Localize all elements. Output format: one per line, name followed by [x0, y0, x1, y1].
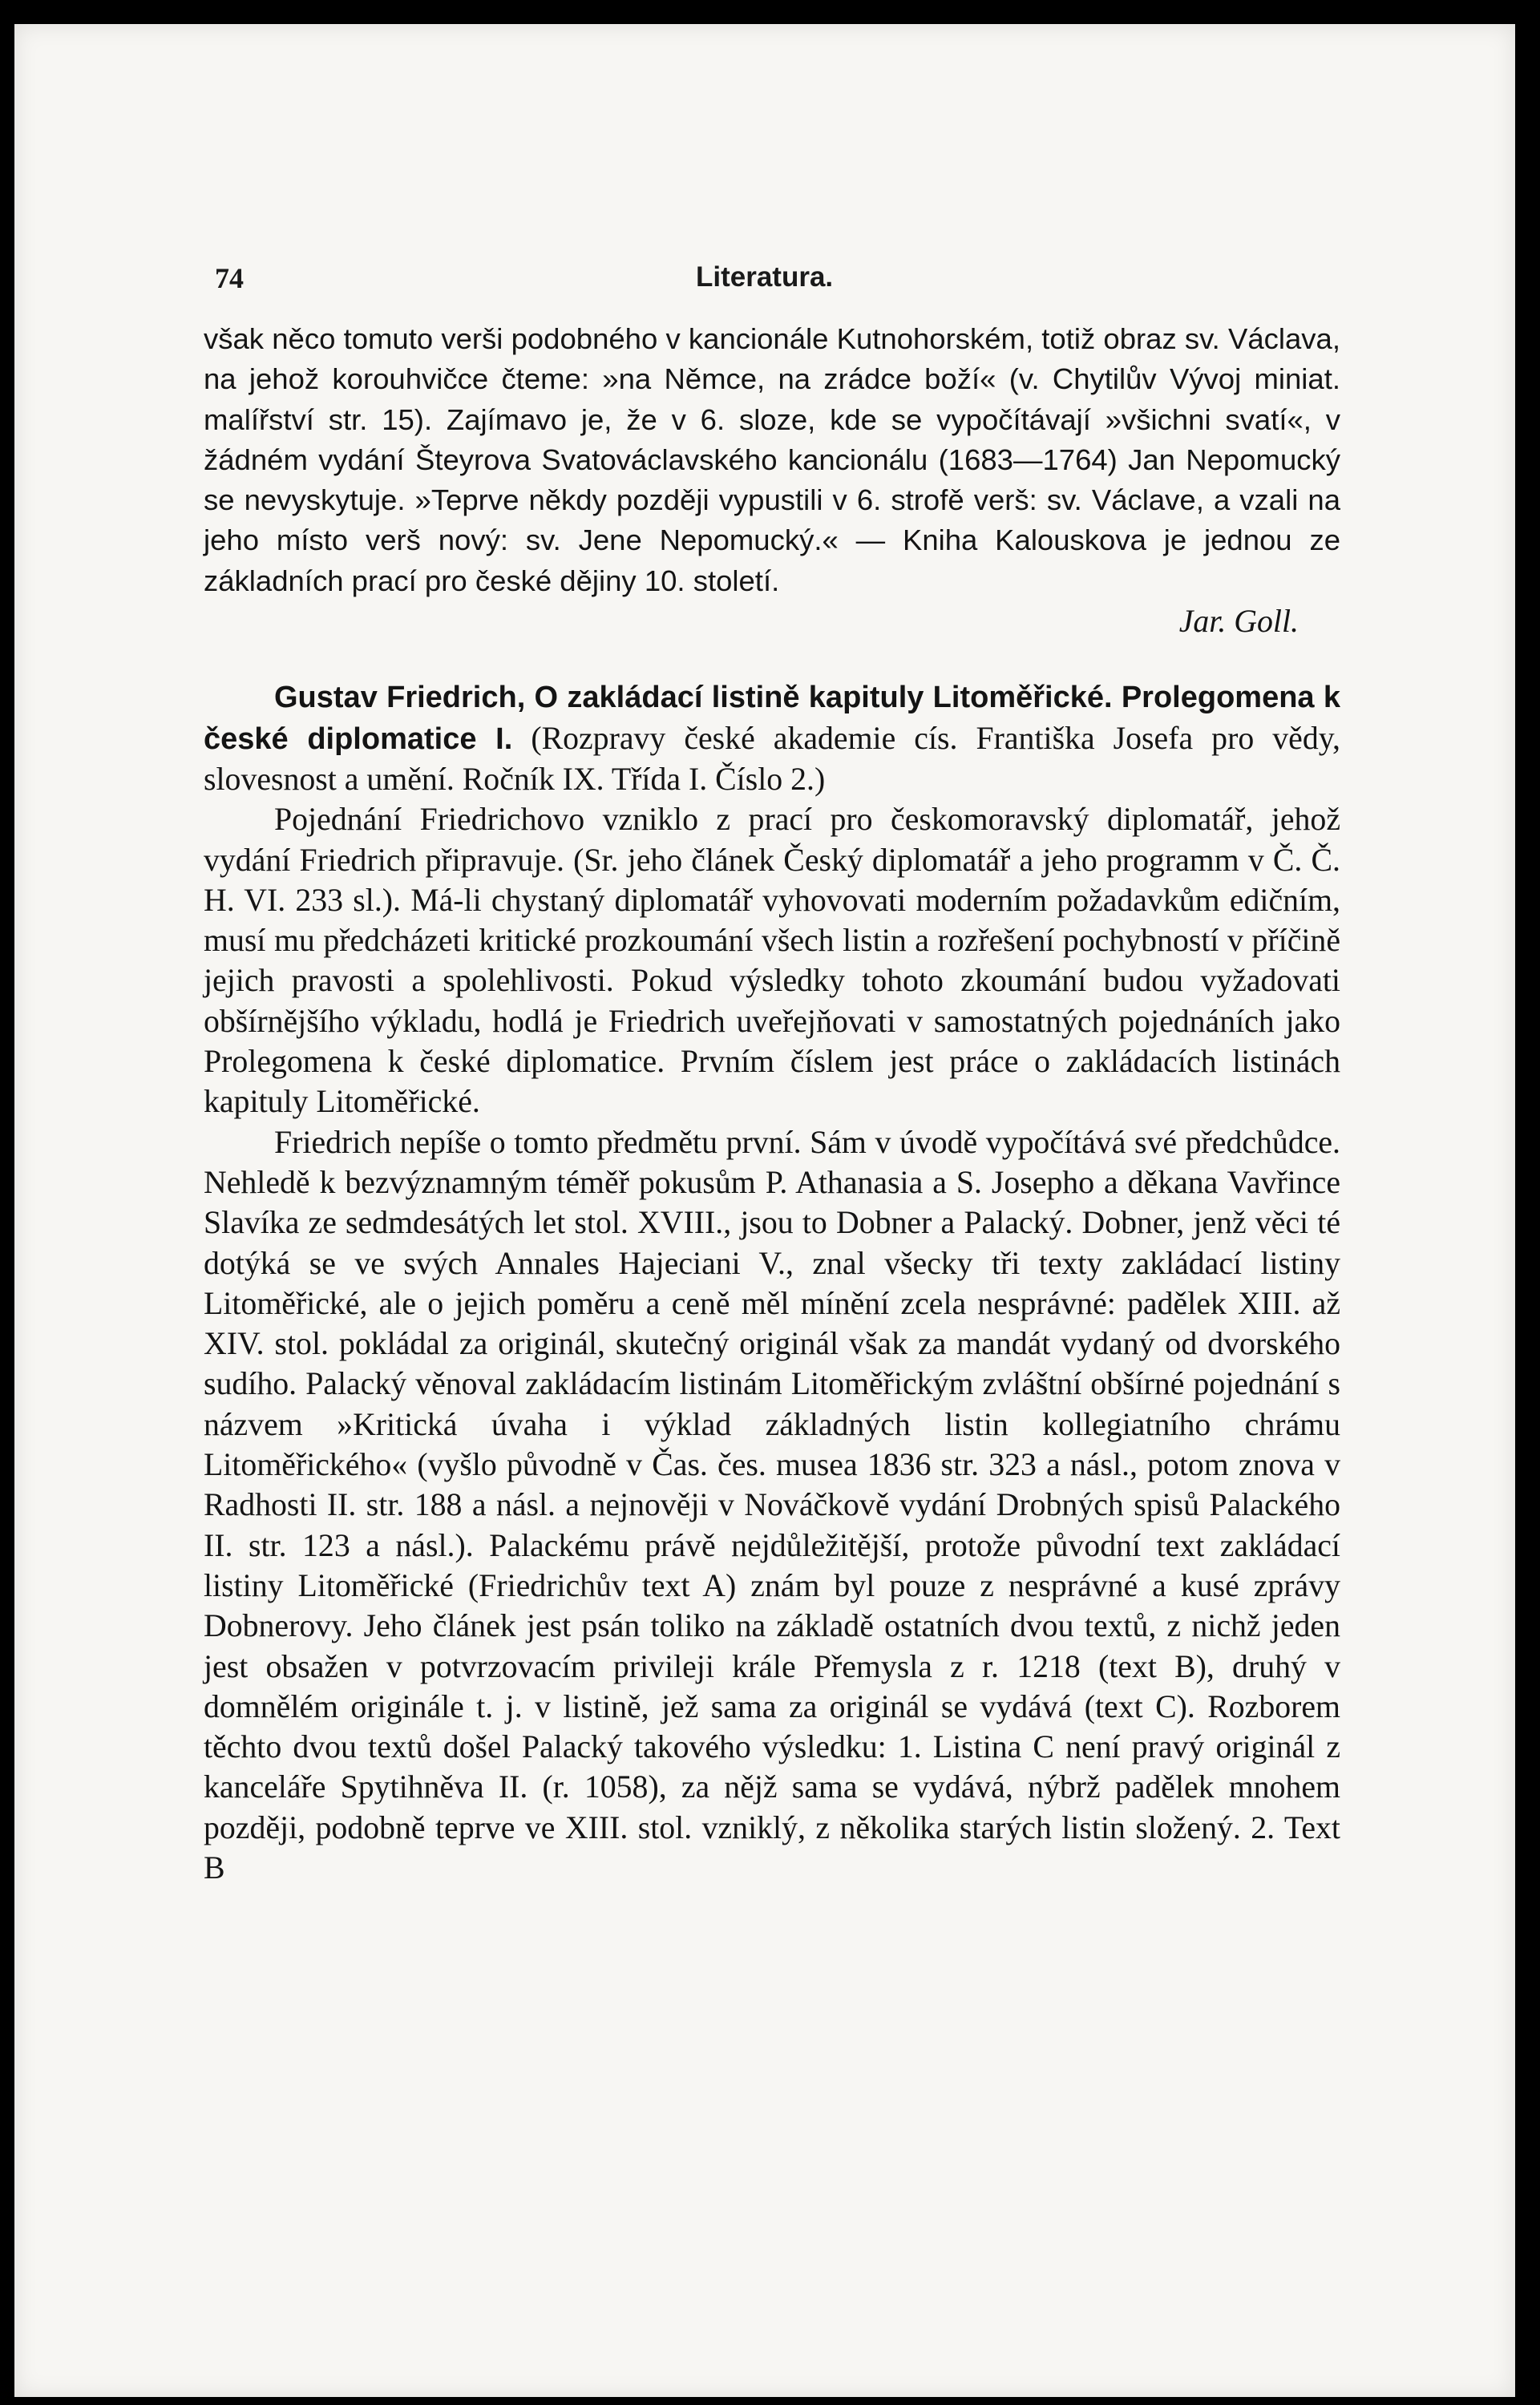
- review-heading-source: (Rozpravy české akademie cís. Františka Josefa pro vědy, slovesnost a umění. Ročník IX. Třída I. Číslo 2.): [204, 720, 1341, 797]
- review-paragraph: však něco tomuto verši podobného v kancionále Kutnohorském, totiž obraz sv. Václava, na jehož korouhvičce čteme: »na Němce, na zrádce boží« (v. Chytilův Vývoj miniat. malířství str. 15). Zajímavo je, že v 6. sloze, kde se vypočítávají »všichni svatí«, v žádném vydání Šteyrova Svatováclavského kancionálu (1683—1764) Jan Nepomucký se nevyskytuje. »Teprve někdy později vypustili v 6. strofě verš: sv. Václave, a vzali na jeho místo verš nový: sv. Jene Nepomucký.« — Kniha Kalouskova je jednou ze základních prací pro české dějiny 10. století.: [204, 322, 1340, 597]
- body-paragraph: Friedrich nepíše o tomto předmětu první. Sám v úvodě vypočítává své předchůdce. Nehledě k bezvýznamným téměř pokusům P. Athanasia a S. Josepho a děkana Vavřince Slavíka ze sedmdesátých let stol. XVIII., jsou to Dobner a Palacký. Dobner, jenž věci té dotýká se ve svých Annales Hajeciani V., znal všecky tři texty zakládací listiny Litoměřické, ale o jejich poměru a ceně měl mínění zcela nesprávné: padělek XIII. až XIV. stol. pokládal za originál, skutečný originál však za mandát vydaný od dvorského sudího. Palacký věnoval zakládacím listinám Litoměřickým zvláštní obšírné pojednání s názvem »Kritická úvaha i výklad základných listin kollegiatního chrámu Litoměřického« (vyšlo původně v Čas. čes. musea 1836 str. 323 a násl., potom znova v Radhosti II. str. 188 a násl. a nejnověji v Nováčkově vydání Drobných spisů Palackého II. str. 123 a násl.). Palackému právě nejdůležitější, protože původní text zakládací listiny Litoměřické (Friedrichův text A) znám byl pouze z nesprávné a kusé zprávy Dobnerovy. Jeho článek jest psán toliko na základě ostatních dvou textů, z nichž jeden jest obsažen v potvrzovacím privileji krále Přemysla z r. 1218 (text B), druhý v domnělém originále t. j. v listině, jež sama za originál se vydává (text C). Rozborem těchto dvou textů došel Palacký takového výsledku: 1. Listina C není pravý originál z kanceláře Spytihněva II. (r. 1058), za nějž sama se vydává, nýbrž padělek mnohem později, podobně teprve ve XIII. stol. vzniklý, z několika starých listin složený. 2. Text B: [204, 1124, 1340, 1886]
- running-title: Literatura.: [696, 261, 834, 293]
- review-heading: [204, 677, 1340, 799]
- page-content: [204, 319, 1340, 1888]
- body-paragraph: Pojednání Friedrichovo vzniklo z prací pro českomoravský diplomatář, jehož vydání Friedrich připravuje. (Sr. jeho článek Český diplomatář a jeho programm v Č. Č. H. VI. 233 sl.). Má-li chystaný diplomatář vyhovovati moderním požadavkům edičním, musí mu předcházeti kritické prozkoumání všech listin a rozřešení pochybností v příčině jejich pravosti a spolehlivosti. Pokud výsledky tohoto zkoumání budou vyžadovati obšírnějšího výkladu, hodlá je Friedrich uveřejňovati v samostatných pojednáních jako Prolegomena k české diplomatice. Prvním číslem jest práce o zakládacích listinách kapituly Litoměřické.: [204, 802, 1340, 1120]
- page-header: [215, 261, 1353, 309]
- review-signature: Jar. Goll.: [1178, 604, 1299, 640]
- review-heading-title: Gustav Friedrich, O zakládací listině kapituly Litoměřické. Prolegomena k české diplomatice I.: [204, 681, 1340, 756]
- page-number: 74: [215, 262, 244, 294]
